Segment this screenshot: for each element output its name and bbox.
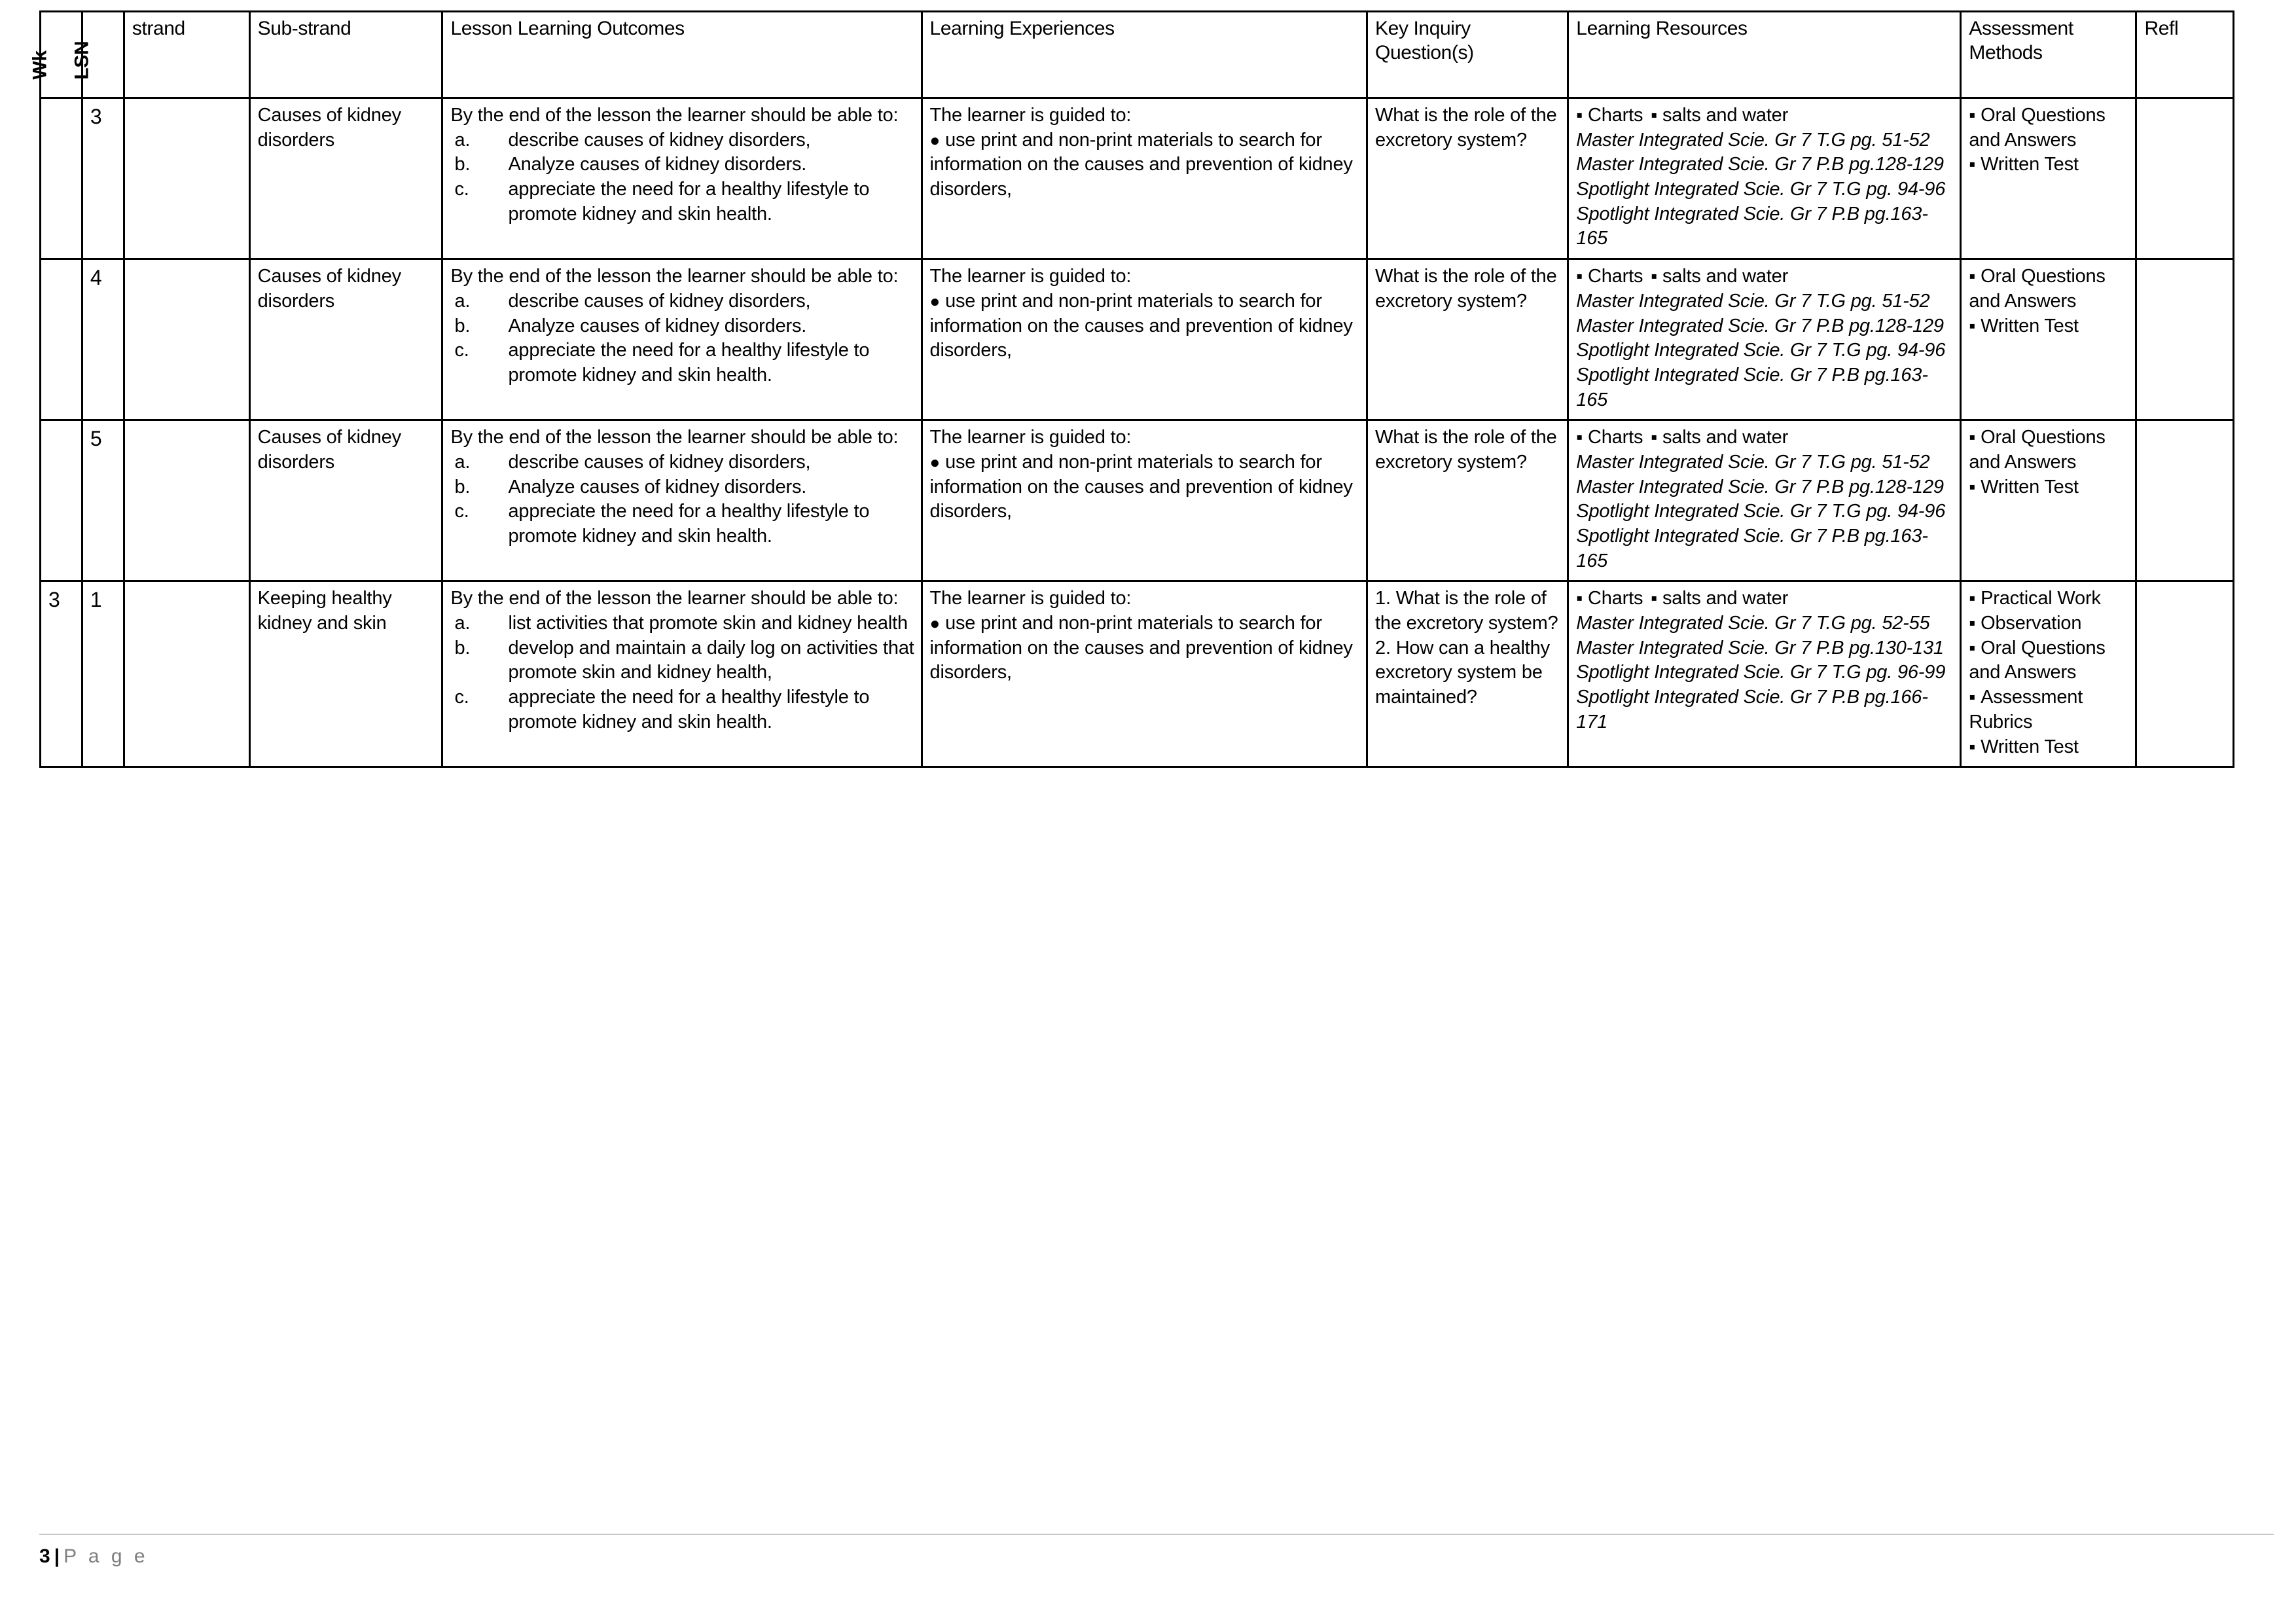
learning-resource-book: Spotlight Integrated Scie. Gr 7 P.B pg.166-171 xyxy=(1576,687,1928,732)
learning-experience-item: ● use print and non-print materials to search for information on the causes and prevention of kidney disorders, xyxy=(930,450,1361,524)
llo-item xyxy=(450,636,914,685)
assessment-method-item: ▪ Oral Questions and Answers xyxy=(1969,636,2129,685)
column-header-lsn xyxy=(71,12,124,98)
column-header-learning-resources: Learning Resources xyxy=(1568,12,1961,98)
assessment-methods-list xyxy=(1969,425,2129,499)
scheme-of-work-table xyxy=(29,10,2234,768)
key-inquiry-question: What is the role of the excretory system? xyxy=(1375,266,1557,312)
table-body xyxy=(41,98,2234,767)
learning-resources-materials xyxy=(1576,103,1954,128)
learning-resource-book: Master Integrated Scie. Gr 7 T.G pg. 52-55 xyxy=(1576,613,1930,634)
llo-item xyxy=(450,611,914,636)
cell-lesson-learning-outcomes xyxy=(442,420,922,581)
learning-resource-book: Master Integrated Scie. Gr 7 T.G pg. 51-52 xyxy=(1576,451,1930,473)
llo-item xyxy=(450,499,914,549)
learning-experiences-list xyxy=(930,289,1361,363)
cell-wk xyxy=(41,259,82,420)
cell-learning-resources xyxy=(1568,259,1961,420)
llo-list xyxy=(450,450,914,549)
cell-learning-experiences xyxy=(922,581,1367,767)
llo-item xyxy=(450,177,914,226)
learning-resource-book: Spotlight Integrated Scie. Gr 7 T.G pg. 96-99 xyxy=(1576,662,1946,683)
cell-refl xyxy=(2136,581,2234,767)
llo-list xyxy=(450,289,914,388)
learning-resources-materials xyxy=(1576,425,1954,450)
cell-sub-strand: Causes of kidney disorders xyxy=(249,98,442,259)
llo-item-text: Analyze causes of kidney disorders. xyxy=(508,315,807,336)
page-footer xyxy=(39,1534,2274,1568)
llo-item xyxy=(450,153,914,177)
learning-resource-material: ▪ Charts xyxy=(1576,427,1643,448)
learning-experience-item: ● use print and non-print materials to search for information on the causes and prevention of kidney disorders, xyxy=(930,611,1361,685)
llo-item-marker: a. xyxy=(454,129,471,151)
learning-resource-book: Master Integrated Scie. Gr 7 P.B pg.128-129 xyxy=(1576,476,1944,497)
key-inquiry-question: What is the role of the excretory system? xyxy=(1375,105,1557,151)
llo-intro: By the end of the lesson the learner should be able to: xyxy=(450,588,899,609)
key-inquiry-question: 1. What is the role of the excretory system? xyxy=(1375,588,1558,634)
llo-item-text: appreciate the need for a healthy lifestyle to promote kidney and skin health. xyxy=(508,179,870,225)
assessment-method-item: ▪ Practical Work xyxy=(1969,586,2129,611)
column-header-refl: Refl xyxy=(2136,12,2234,98)
cell-lsn: 4 xyxy=(82,259,124,420)
assessment-method-item: ▪ Written Test xyxy=(1969,735,2129,760)
learning-experiences-list xyxy=(930,128,1361,202)
learning-resource-material: ▪ Charts xyxy=(1576,588,1643,609)
llo-item-text: list activities that promote skin and kidney health xyxy=(508,613,908,634)
llo-item xyxy=(450,338,914,388)
llo-item-marker: c. xyxy=(454,501,469,522)
cell-key-inquiry-questions xyxy=(1367,259,1568,420)
llo-item-text: appreciate the need for a healthy lifestyle to promote kidney and skin health. xyxy=(508,501,870,547)
table-row xyxy=(41,581,2234,767)
learning-experiences-intro: The learner is guided to: xyxy=(929,588,1132,609)
assessment-method-item: ▪ Oral Questions and Answers xyxy=(1969,425,2129,475)
table-row xyxy=(41,420,2234,581)
learning-resource-material: ▪ salts and water xyxy=(1643,105,1788,126)
learning-resource-material: ▪ salts and water xyxy=(1643,588,1788,609)
column-header-learning-experiences: Learning Experiences xyxy=(922,12,1367,98)
cell-strand xyxy=(124,420,249,581)
llo-item xyxy=(450,289,914,314)
cell-refl xyxy=(2136,420,2234,581)
key-inquiry-question: What is the role of the excretory system? xyxy=(1375,427,1557,473)
learning-resource-book: Master Integrated Scie. Gr 7 P.B pg.130-131 xyxy=(1576,637,1944,659)
learning-resource-material: ▪ salts and water xyxy=(1643,427,1788,448)
cell-assessment-methods xyxy=(1961,581,2136,767)
learning-resource-material: ▪ Charts xyxy=(1576,105,1643,126)
table-row xyxy=(41,259,2234,420)
llo-item-marker: b. xyxy=(454,154,471,175)
llo-intro: By the end of the lesson the learner should be able to: xyxy=(450,105,899,126)
cell-assessment-methods xyxy=(1961,98,2136,259)
column-header-assessment-methods: Assessment Methods xyxy=(1961,12,2136,98)
cell-sub-strand: Causes of kidney disorders xyxy=(249,420,442,581)
assessment-methods-list xyxy=(1969,586,2129,759)
learning-resource-book: Spotlight Integrated Scie. Gr 7 T.G pg. 94-96 xyxy=(1576,501,1946,522)
cell-refl xyxy=(2136,98,2234,259)
learning-experiences-list xyxy=(930,611,1361,685)
cell-key-inquiry-questions xyxy=(1367,98,1568,259)
assessment-method-item: ▪ Observation xyxy=(1969,611,2129,636)
llo-list xyxy=(450,611,914,734)
cell-lsn: 3 xyxy=(82,98,124,259)
llo-item-marker: a. xyxy=(454,451,471,473)
cell-learning-experiences xyxy=(922,420,1367,581)
assessment-methods-list xyxy=(1969,103,2129,177)
learning-resource-book: Spotlight Integrated Scie. Gr 7 P.B pg.163-165 xyxy=(1576,526,1928,571)
learning-resource-book: Spotlight Integrated Scie. Gr 7 T.G pg. 94-96 xyxy=(1576,340,1946,361)
cell-learning-resources xyxy=(1568,420,1961,581)
column-header-wk-label: Wk xyxy=(29,50,51,80)
column-header-lsn-label: LSN xyxy=(71,41,93,80)
learning-resource-book: Master Integrated Scie. Gr 7 T.G pg. 51-52 xyxy=(1576,290,1930,312)
llo-item-text: appreciate the need for a healthy lifestyle to promote kidney and skin health. xyxy=(508,687,870,732)
llo-intro: By the end of the lesson the learner should be able to: xyxy=(450,266,899,287)
learning-experiences-intro: The learner is guided to: xyxy=(929,105,1132,126)
cell-sub-strand: Causes of kidney disorders xyxy=(249,259,442,420)
learning-experiences-intro: The learner is guided to: xyxy=(929,266,1132,287)
llo-item-text: Analyze causes of kidney disorders. xyxy=(508,154,807,175)
learning-resource-book: Master Integrated Scie. Gr 7 P.B pg.128-129 xyxy=(1576,154,1944,175)
llo-item-marker: b. xyxy=(454,315,471,336)
learning-resources-materials xyxy=(1576,586,1954,611)
footer-page-number: 3 xyxy=(39,1545,50,1567)
table-row xyxy=(41,98,2234,259)
assessment-method-item: ▪ Oral Questions and Answers xyxy=(1969,103,2129,153)
learning-resource-material: ▪ Charts xyxy=(1576,266,1643,287)
cell-wk xyxy=(41,98,82,259)
llo-item-text: develop and maintain a daily log on activities that promote skin and kidney health, xyxy=(508,637,914,683)
llo-item xyxy=(450,128,914,153)
llo-item-text: appreciate the need for a healthy lifestyle to promote kidney and skin health. xyxy=(508,340,870,386)
cell-lesson-learning-outcomes xyxy=(442,581,922,767)
llo-item-marker: a. xyxy=(454,290,471,312)
cell-assessment-methods xyxy=(1961,420,2136,581)
learning-resource-material: ▪ salts and water xyxy=(1643,266,1788,287)
cell-learning-resources xyxy=(1568,98,1961,259)
column-header-key-inquiry-questions: Key Inquiry Question(s) xyxy=(1367,12,1568,98)
column-header-sub-strand: Sub-strand xyxy=(249,12,442,98)
cell-lesson-learning-outcomes xyxy=(442,259,922,420)
learning-experience-item: ● use print and non-print materials to search for information on the causes and prevention of kidney disorders, xyxy=(930,289,1361,363)
learning-resources-materials xyxy=(1576,264,1954,289)
cell-sub-strand: Keeping healthy kidney and skin xyxy=(249,581,442,767)
learning-resource-book: Spotlight Integrated Scie. Gr 7 T.G pg. 94-96 xyxy=(1576,179,1946,200)
cell-learning-experiences xyxy=(922,259,1367,420)
header-row xyxy=(41,12,2234,98)
cell-key-inquiry-questions xyxy=(1367,420,1568,581)
learning-experience-item: ● use print and non-print materials to search for information on the causes and prevention of kidney disorders, xyxy=(930,128,1361,202)
cell-assessment-methods xyxy=(1961,259,2136,420)
cell-learning-resources xyxy=(1568,581,1961,767)
cell-wk xyxy=(41,420,82,581)
llo-intro: By the end of the lesson the learner should be able to: xyxy=(450,427,899,448)
llo-item-marker: a. xyxy=(454,613,471,634)
table-header xyxy=(29,12,2234,98)
llo-item-marker: c. xyxy=(454,179,469,200)
llo-item-marker: c. xyxy=(454,340,469,361)
llo-item-text: describe causes of kidney disorders, xyxy=(508,451,811,473)
llo-item-text: describe causes of kidney disorders, xyxy=(508,129,811,151)
llo-item xyxy=(450,450,914,475)
cell-strand xyxy=(124,98,249,259)
learning-resource-book: Spotlight Integrated Scie. Gr 7 P.B pg.163-165 xyxy=(1576,203,1928,249)
footer-separator: | xyxy=(54,1545,60,1567)
llo-item xyxy=(450,475,914,500)
llo-item-marker: c. xyxy=(454,687,469,708)
cell-key-inquiry-questions xyxy=(1367,581,1568,767)
llo-item-text: describe causes of kidney disorders, xyxy=(508,290,811,312)
cell-strand xyxy=(124,581,249,767)
learning-experiences-intro: The learner is guided to: xyxy=(929,427,1132,448)
llo-item xyxy=(450,314,914,339)
llo-item-marker: b. xyxy=(454,637,471,659)
cell-learning-experiences xyxy=(922,98,1367,259)
llo-item-text: Analyze causes of kidney disorders. xyxy=(508,476,807,497)
llo-item xyxy=(450,685,914,734)
cell-strand xyxy=(124,259,249,420)
cell-lsn: 5 xyxy=(82,420,124,581)
key-inquiry-question: 2. How can a healthy excretory system be maintained? xyxy=(1375,637,1550,708)
assessment-method-item: ▪ Written Test xyxy=(1969,314,2129,339)
column-header-lesson-learning-outcomes: Lesson Learning Outcomes xyxy=(442,12,922,98)
learning-experiences-list xyxy=(930,450,1361,524)
learning-resource-book: Spotlight Integrated Scie. Gr 7 P.B pg.163-165 xyxy=(1576,364,1928,410)
assessment-methods-list xyxy=(1969,264,2129,338)
cell-lsn: 1 xyxy=(82,581,124,767)
cell-wk: 3 xyxy=(41,581,82,767)
assessment-method-item: ▪ Assessment Rubrics xyxy=(1969,685,2129,734)
assessment-method-item: ▪ Oral Questions and Answers xyxy=(1969,264,2129,314)
assessment-method-item: ▪ Written Test xyxy=(1969,475,2129,500)
learning-resource-book: Master Integrated Scie. Gr 7 P.B pg.128-129 xyxy=(1576,315,1944,336)
llo-list xyxy=(450,128,914,227)
column-header-strand: strand xyxy=(124,12,249,98)
cell-lesson-learning-outcomes xyxy=(442,98,922,259)
assessment-method-item: ▪ Written Test xyxy=(1969,153,2129,177)
llo-item-marker: b. xyxy=(454,476,471,497)
cell-refl xyxy=(2136,259,2234,420)
learning-resource-book: Master Integrated Scie. Gr 7 T.G pg. 51-52 xyxy=(1576,129,1930,151)
footer-page-word: P a g e xyxy=(63,1545,149,1567)
